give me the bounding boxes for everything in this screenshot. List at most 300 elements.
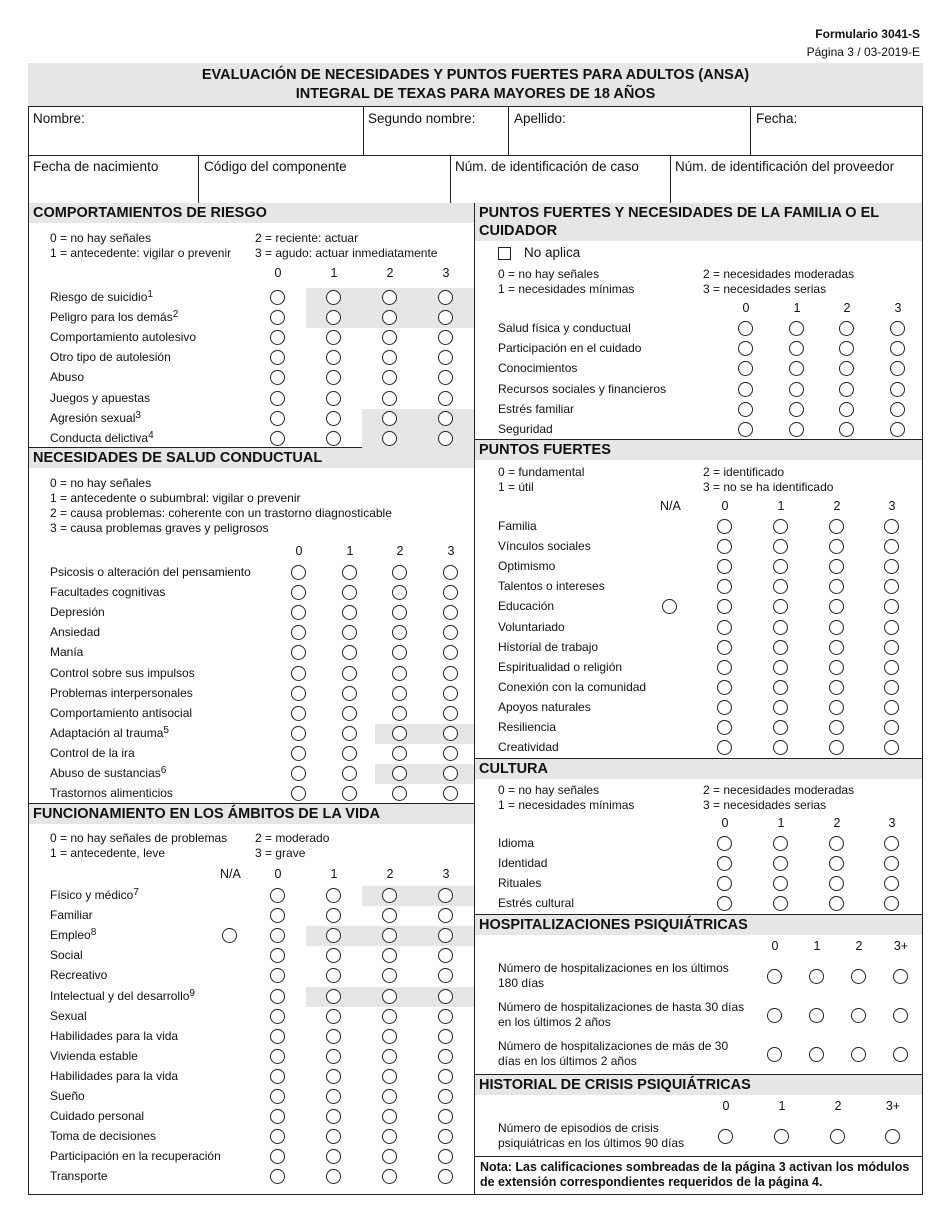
funcionamiento-row-text: Intelectual y del desarrollo — [50, 988, 190, 1003]
familia-radio-2[interactable] — [839, 422, 854, 437]
riesgo-radio-0[interactable] — [270, 310, 285, 325]
funcionamiento-row-text: Empleo — [50, 928, 91, 943]
fuertes-row-text: Resiliencia — [498, 720, 557, 734]
salud-row-text: Control de la ira — [50, 745, 135, 760]
fuertes-radio-3[interactable] — [884, 720, 899, 735]
apellido-field[interactable]: Apellido: — [514, 111, 566, 126]
segundo-nombre-field[interactable]: Segundo nombre: — [368, 111, 476, 126]
riesgo-radio-3[interactable] — [438, 431, 453, 446]
fuertes-radio-1[interactable] — [773, 660, 788, 675]
funcionamiento-row-text: Toma de decisiones — [50, 1129, 157, 1144]
cultura-radio-2[interactable] — [829, 856, 844, 871]
fuertes-radio-2[interactable] — [829, 539, 844, 554]
funcionamiento-radio-3[interactable] — [438, 1109, 453, 1124]
hospital-radio-2[interactable] — [851, 1047, 866, 1062]
fuertes-col-0: N/A — [660, 499, 681, 513]
salud-radio-2[interactable] — [392, 766, 407, 781]
fuertes-radio-0[interactable] — [717, 519, 732, 534]
salud-shade-10 — [375, 764, 474, 784]
cultura-legend-2: 2 = necesidades moderadas — [703, 783, 855, 797]
fuertes-row-text: Talentos o intereses — [498, 579, 605, 594]
hospital-radio-3[interactable] — [893, 1047, 908, 1062]
salud-row-label — [50, 645, 83, 659]
fuertes-radio-0[interactable] — [717, 660, 732, 675]
familia-col-2: 2 — [843, 301, 851, 315]
familia-radio-3[interactable] — [890, 382, 905, 397]
fuertes-radio-0[interactable] — [717, 740, 732, 755]
fuertes-radio-1[interactable] — [773, 700, 788, 715]
funcionamiento-radio-3[interactable] — [438, 908, 453, 923]
riesgo-radio-1[interactable] — [326, 310, 341, 325]
fuertes-legend-2: 2 = identificado — [703, 465, 785, 479]
riesgo-row-text: Agresión sexual — [50, 410, 136, 425]
fuertes-radio-2[interactable] — [829, 519, 844, 534]
salud-row-label — [50, 565, 251, 579]
riesgo-radio-2[interactable] — [382, 391, 397, 406]
cultura-legend-0: 0 = no hay señales — [498, 783, 600, 797]
familia-radio-3[interactable] — [890, 402, 905, 417]
riesgo-radio-3[interactable] — [438, 411, 453, 426]
familia-radio-0[interactable] — [738, 382, 753, 397]
salud-radio-0[interactable] — [291, 746, 306, 761]
cultura-radio-2[interactable] — [829, 836, 844, 851]
fuertes-radio-0[interactable] — [717, 640, 732, 655]
riesgo-row-text: Riesgo de suicidio — [50, 290, 148, 304]
fuertes-col-2: 1 — [777, 499, 785, 513]
cultura-radio-1[interactable] — [773, 836, 788, 851]
footnote-marker: 3 — [135, 409, 141, 421]
fuertes-row-label — [498, 700, 591, 714]
funcionamiento-radio-1[interactable] — [326, 908, 341, 923]
salud-radio-1[interactable] — [342, 766, 357, 781]
fecha-field[interactable]: Fecha: — [756, 111, 798, 126]
salud-shade-8 — [375, 724, 474, 744]
hospital-radio-0[interactable] — [767, 1008, 782, 1023]
nota-line2: de extensión correspondientes requeridos de la página 4. — [480, 1175, 823, 1189]
num-proveedor-field[interactable]: Núm. de identificación del proveedor — [675, 159, 895, 174]
fecha-nacimiento-field[interactable]: Fecha de nacimiento — [33, 159, 159, 174]
salud-row-label — [50, 726, 169, 740]
riesgo-title: COMPORTAMIENTOS DE RIESGO — [29, 203, 474, 223]
funcionamiento-row-text: Familiar — [50, 908, 93, 923]
riesgo-row-label — [50, 290, 153, 304]
fuertes-col-3: 2 — [833, 499, 841, 513]
funcionamiento-radio-2[interactable] — [382, 1009, 397, 1024]
funcionamiento-row-text: Sueño — [50, 1089, 85, 1103]
fuertes-radio-3[interactable] — [884, 539, 899, 554]
fuertes-radio-3[interactable] — [884, 680, 899, 695]
funcionamiento-radio-3[interactable] — [438, 1089, 453, 1104]
funcionamiento-radio-3[interactable] — [438, 989, 453, 1004]
form-number: Formulario 3041-S — [815, 27, 920, 41]
salud-row-text: Facultades cognitivas — [50, 585, 166, 600]
salud-col-3: 3 — [447, 544, 455, 558]
funcionamiento-radio-1[interactable] — [326, 1089, 341, 1104]
riesgo-row-text: Conducta delictiva — [50, 430, 149, 445]
familia-row-text: Salud física y conductual — [498, 321, 631, 335]
riesgo-row-label — [50, 370, 84, 384]
riesgo-radio-2[interactable] — [382, 411, 397, 426]
familia-title — [475, 203, 922, 241]
familia-radio-0[interactable] — [738, 402, 753, 417]
hospital-radio-0[interactable] — [767, 1047, 782, 1062]
salud-legend-2: 2 = causa problemas: coherente con un trastorno diagnosticable — [50, 506, 392, 520]
footnote-marker: 2 — [172, 309, 179, 321]
familia-legend-0: 0 = no hay señales — [498, 267, 600, 281]
fuertes-radio-2[interactable] — [829, 740, 844, 755]
riesgo-radio-0[interactable] — [270, 391, 285, 406]
cultura-row-label — [498, 856, 547, 870]
salud-radio-1[interactable] — [342, 786, 357, 801]
riesgo-row-label — [50, 391, 150, 405]
riesgo-radio-3[interactable] — [438, 290, 453, 305]
funcionamiento-row-label — [50, 989, 195, 1003]
hospital-row-line2: días en los últimos 2 años — [498, 1054, 637, 1068]
salud-radio-1[interactable] — [342, 666, 357, 681]
funcionamiento-radio-2[interactable] — [382, 1029, 397, 1044]
hospital-radio-1[interactable] — [809, 969, 824, 984]
funcionamiento-radio-0[interactable] — [270, 1049, 285, 1064]
fuertes-radio-0[interactable] — [717, 700, 732, 715]
salud-radio-3[interactable] — [443, 585, 458, 600]
funcionamiento-radio-2[interactable] — [382, 888, 397, 903]
funcionamiento-radio-1[interactable] — [326, 1109, 341, 1124]
fuertes-radio-2[interactable] — [829, 660, 844, 675]
riesgo-legend-0: 0 = no hay señales — [50, 231, 152, 245]
cultura-row-label — [498, 836, 534, 850]
cultura-radio-3[interactable] — [884, 856, 899, 871]
riesgo-col-0: 0 — [274, 266, 282, 280]
fuertes-row-label — [498, 720, 556, 734]
salud-row-text: Trastornos alimenticios — [50, 786, 173, 801]
funcionamiento-radio-0[interactable] — [270, 989, 285, 1004]
fuertes-row-text: Educación — [498, 599, 555, 614]
funcionamiento-radio-3[interactable] — [438, 1009, 453, 1024]
salud-radio-2[interactable] — [392, 726, 407, 741]
funcionamiento-row-label — [50, 888, 139, 902]
salud-radio-0[interactable] — [291, 585, 306, 600]
funcionamiento-radio-0[interactable] — [270, 1029, 285, 1044]
funcionamiento-radio-0[interactable] — [270, 1109, 285, 1124]
cultura-radio-0[interactable] — [717, 856, 732, 871]
fuertes-radio-0[interactable] — [717, 680, 732, 695]
riesgo-legend-2: 2 = reciente: actuar — [255, 231, 359, 245]
funcionamiento-row-text: Recreativo — [50, 968, 108, 983]
salud-radio-3[interactable] — [443, 726, 458, 741]
funcionamiento-radio-2[interactable] — [382, 1049, 397, 1064]
funcionamiento-row-text: Habilidades para la vida — [50, 1028, 179, 1043]
salud-radio-1[interactable] — [342, 686, 357, 701]
riesgo-radio-0[interactable] — [270, 290, 285, 305]
fuertes-radio-0[interactable] — [717, 620, 732, 635]
salud-row-label — [50, 625, 100, 639]
fuertes-radio-3[interactable] — [884, 620, 899, 635]
salud-radio-1[interactable] — [342, 706, 357, 721]
riesgo-row-text: Otro tipo de autolesión — [50, 350, 171, 365]
familia-col-3: 3 — [894, 301, 902, 315]
riesgo-radio-1[interactable] — [326, 411, 341, 426]
riesgo-row-label — [50, 310, 178, 324]
funcionamiento-legend-1: 1 = antecedente, leve — [50, 846, 166, 860]
funcionamiento-row-label — [50, 1109, 144, 1123]
riesgo-col-2: 2 — [386, 266, 394, 280]
funcionamiento-radio-2[interactable] — [382, 908, 397, 923]
cultura-radio-3[interactable] — [884, 836, 899, 851]
familia-row-text: Recursos sociales y financieros — [498, 381, 667, 396]
fuertes-radio-2[interactable] — [829, 680, 844, 695]
fuertes-row-label — [498, 519, 537, 533]
fuertes-row-label — [498, 640, 598, 654]
salud-radio-0[interactable] — [291, 686, 306, 701]
cultura-radio-0[interactable] — [717, 836, 732, 851]
fuertes-radio-3[interactable] — [884, 660, 899, 675]
funcionamiento-radio-2[interactable] — [382, 1089, 397, 1104]
fuertes-radio-1[interactable] — [773, 640, 788, 655]
funcionamiento-radio-0[interactable] — [270, 1009, 285, 1024]
fuertes-radio-1[interactable] — [773, 680, 788, 695]
funcionamiento-radio-3[interactable] — [438, 1049, 453, 1064]
riesgo-radio-3[interactable] — [438, 391, 453, 406]
hospital-radio-2[interactable] — [851, 969, 866, 984]
fuertes-radio-1[interactable] — [773, 720, 788, 735]
footnote-marker: 4 — [148, 429, 154, 441]
salud-title: NECESIDADES DE SALUD CONDUCTUAL — [29, 448, 474, 468]
familia-legend-3: 3 = necesidades serias — [703, 282, 827, 296]
fuertes-radio-1[interactable] — [773, 620, 788, 635]
salud-radio-1[interactable] — [342, 585, 357, 600]
fuertes-title: PUNTOS FUERTES — [475, 440, 922, 460]
hospital-col-2: 2 — [855, 939, 863, 953]
funcionamiento-radio-0[interactable] — [270, 1069, 285, 1084]
funcionamiento-radio-0[interactable] — [270, 908, 285, 923]
fuertes-radio-1[interactable] — [773, 539, 788, 554]
riesgo-row-text: Abuso — [50, 370, 85, 385]
familia-row-label — [498, 321, 631, 335]
fuertes-radio-3[interactable] — [884, 700, 899, 715]
cultura-radio-1[interactable] — [773, 856, 788, 871]
fuertes-radio-0[interactable] — [717, 539, 732, 554]
fuertes-row-label — [498, 539, 591, 553]
riesgo-radio-1[interactable] — [326, 391, 341, 406]
fuertes-row-text: Apoyos naturales — [498, 699, 591, 714]
form-title-line2: INTEGRAL DE TEXAS PARA MAYORES DE 18 AÑOS — [295, 86, 656, 102]
fuertes-radio-2[interactable] — [829, 620, 844, 635]
riesgo-shade-6 — [362, 409, 474, 429]
funcionamiento-col-2: 1 — [330, 867, 338, 881]
funcionamiento-col-4: 3 — [442, 867, 450, 881]
funcionamiento-row-label — [50, 1149, 221, 1163]
salud-radio-3[interactable] — [443, 786, 458, 801]
funcionamiento-radio-1[interactable] — [326, 1009, 341, 1024]
salud-radio-2[interactable] — [392, 706, 407, 721]
salud-radio-3[interactable] — [443, 686, 458, 701]
salud-radio-3[interactable] — [443, 666, 458, 681]
familia-radio-1[interactable] — [789, 422, 804, 437]
funcionamiento-row-label — [50, 1089, 85, 1103]
funcionamiento-row-label — [50, 1069, 178, 1083]
fuertes-radio-3[interactable] — [884, 640, 899, 655]
familia-row-text: Conocimientos — [498, 361, 578, 376]
funcionamiento-radio-1[interactable] — [326, 1029, 341, 1044]
salud-radio-0[interactable] — [291, 666, 306, 681]
fuertes-col-4: 3 — [888, 499, 896, 513]
riesgo-radio-2[interactable] — [382, 290, 397, 305]
familia-radio-2[interactable] — [839, 321, 854, 336]
riesgo-radio-1[interactable] — [326, 290, 341, 305]
funcionamiento-col-0: N/A — [220, 867, 241, 881]
salud-radio-3[interactable] — [443, 746, 458, 761]
riesgo-row-label — [50, 411, 141, 425]
funcionamiento-row-text: Transporte — [50, 1169, 108, 1184]
fuertes-radio-2[interactable] — [829, 720, 844, 735]
crisis-radio-3[interactable] — [885, 1129, 900, 1144]
footnote-marker: 1 — [147, 289, 153, 300]
salud-radio-3[interactable] — [443, 565, 458, 580]
riesgo-radio-2[interactable] — [382, 310, 397, 325]
funcionamiento-row-label — [50, 1029, 178, 1043]
nombre-field[interactable]: Nombre: — [33, 111, 85, 126]
familia-title-line2: CUIDADOR — [479, 223, 558, 239]
salud-radio-3[interactable] — [443, 766, 458, 781]
riesgo-col-1: 1 — [330, 266, 338, 280]
hospital-row-line2: en los últimos 2 años — [498, 1015, 611, 1029]
familia-radio-1[interactable] — [789, 321, 804, 336]
hospital-radio-2[interactable] — [851, 1008, 866, 1023]
salud-radio-1[interactable] — [342, 746, 357, 761]
page-info: Página 3 / 03-2019-E — [806, 45, 920, 59]
salud-radio-1[interactable] — [342, 726, 357, 741]
funcionamiento-radio-0[interactable] — [270, 1089, 285, 1104]
crisis-radio-0[interactable] — [718, 1129, 733, 1144]
salud-radio-0[interactable] — [291, 786, 306, 801]
familia-radio-2[interactable] — [839, 382, 854, 397]
form-title — [28, 63, 923, 107]
funcionamiento-radio-1[interactable] — [326, 1049, 341, 1064]
funcionamiento-radio-1[interactable] — [326, 1069, 341, 1084]
funcionamiento-row-text: Sexual — [50, 1008, 87, 1023]
riesgo-radio-1[interactable] — [326, 431, 341, 446]
fuertes-radio-2[interactable] — [829, 640, 844, 655]
riesgo-radio-0[interactable] — [270, 431, 285, 446]
salud-legend-0: 0 = no hay señales — [50, 476, 152, 490]
crisis-radio-2[interactable] — [830, 1129, 845, 1144]
fuertes-row-text: Optimismo — [498, 559, 556, 574]
riesgo-row-label — [50, 431, 154, 445]
salud-radio-2[interactable] — [392, 786, 407, 801]
familia-radio-2[interactable] — [839, 402, 854, 417]
riesgo-radio-0[interactable] — [270, 411, 285, 426]
funcionamiento-radio-3[interactable] — [438, 1069, 453, 1084]
funcionamiento-radio-1[interactable] — [326, 888, 341, 903]
fuertes-radio-2[interactable] — [829, 700, 844, 715]
salud-row-text: Problemas interpersonales — [50, 685, 193, 700]
salud-row-label — [50, 605, 105, 619]
funcionamiento-radio-2[interactable] — [382, 1109, 397, 1124]
funcionamiento-radio-3[interactable] — [438, 888, 453, 903]
fuertes-radio-1[interactable] — [773, 740, 788, 755]
fuertes-legend-1: 1 = útil — [498, 480, 534, 494]
funcionamiento-legend-3: 3 = grave — [255, 846, 306, 860]
salud-radio-2[interactable] — [392, 565, 407, 580]
hospital-radio-1[interactable] — [809, 1047, 824, 1062]
fuertes-radio-0[interactable] — [717, 720, 732, 735]
hospital-radio-1[interactable] — [809, 1008, 824, 1023]
funcionamiento-legend-0: 0 = no hay señales de problemas — [50, 831, 228, 845]
hospital-radio-0[interactable] — [767, 969, 782, 984]
hospital-row-line1: Número de hospitalizaciones en los últimos — [498, 961, 729, 975]
hospital-radio-3[interactable] — [893, 1008, 908, 1023]
salud-radio-2[interactable] — [392, 746, 407, 761]
cultura-row-text: Estrés cultural — [498, 896, 575, 911]
funcionamiento-radio-1[interactable] — [326, 989, 341, 1004]
hospital-row-line1: Número de hospitalizaciones de más de 30 — [498, 1039, 729, 1053]
fuertes-radio-1[interactable] — [773, 519, 788, 534]
funcionamiento-shade-0 — [362, 886, 474, 906]
funcionamiento-row-label — [50, 1129, 156, 1143]
salud-radio-0[interactable] — [291, 766, 306, 781]
salud-radio-2[interactable] — [392, 686, 407, 701]
riesgo-radio-3[interactable] — [438, 310, 453, 325]
fuertes-radio-3[interactable] — [884, 740, 899, 755]
funcionamiento-row-label — [50, 928, 96, 942]
salud-radio-1[interactable] — [342, 565, 357, 580]
salud-row-text: Psicosis o alteración del pensamiento — [50, 565, 251, 579]
familia-radio-1[interactable] — [789, 382, 804, 397]
familia-radio-0[interactable] — [738, 321, 753, 336]
fuertes-radio-3[interactable] — [884, 519, 899, 534]
riesgo-row-label — [50, 350, 171, 364]
cultura-col-1: 1 — [777, 816, 785, 830]
familia-radio-1[interactable] — [789, 402, 804, 417]
crisis-radio-1[interactable] — [774, 1129, 789, 1144]
hospital-radio-3[interactable] — [893, 969, 908, 984]
funcionamiento-radio-3[interactable] — [438, 1029, 453, 1044]
crisis-row-line1: Número de episodios de crisis — [498, 1121, 659, 1135]
fuertes-row-text: Familia — [498, 519, 537, 533]
salud-radio-2[interactable] — [392, 666, 407, 681]
funcionamiento-radio-0[interactable] — [270, 888, 285, 903]
fuertes-col-1: 0 — [721, 499, 729, 513]
funcionamiento-row-text: Cuidado personal — [50, 1109, 145, 1124]
salud-row-label — [50, 786, 173, 800]
num-caso-field[interactable]: Núm. de identificación de caso — [455, 159, 639, 174]
funcionamiento-row-label — [50, 948, 83, 962]
salud-radio-0[interactable] — [291, 565, 306, 580]
fuertes-row-label — [498, 599, 554, 613]
codigo-componente-field[interactable]: Código del componente — [204, 159, 347, 174]
riesgo-radio-2[interactable] — [382, 431, 397, 446]
salud-row-text: Abuso de sustancias — [50, 766, 161, 780]
cultura-title: CULTURA — [475, 759, 922, 779]
fuertes-row-label — [498, 660, 622, 674]
funcionamiento-radio-2[interactable] — [382, 1069, 397, 1084]
fuertes-row-text: Conexión con la comunidad — [498, 679, 647, 694]
hospital-row-line2: 180 días — [498, 976, 545, 990]
salud-legend-1: 1 = antecedente o subumbral: vigilar o prevenir — [50, 491, 301, 505]
funcionamiento-radio-2[interactable] — [382, 989, 397, 1004]
familia-radio-0[interactable] — [738, 422, 753, 437]
familia-radio-3[interactable] — [890, 321, 905, 336]
familia-radio-3[interactable] — [890, 422, 905, 437]
salud-radio-0[interactable] — [291, 706, 306, 721]
fuertes-legend-3: 3 = no se ha identificado — [703, 480, 834, 494]
no-aplica-checkbox[interactable] — [498, 247, 511, 260]
salud-row-text: Depresión — [50, 605, 105, 620]
salud-radio-0[interactable] — [291, 726, 306, 741]
salud-radio-3[interactable] — [443, 706, 458, 721]
riesgo-legend-1: 1 = antecedente: vigilar o prevenir — [50, 246, 232, 260]
salud-radio-2[interactable] — [392, 585, 407, 600]
